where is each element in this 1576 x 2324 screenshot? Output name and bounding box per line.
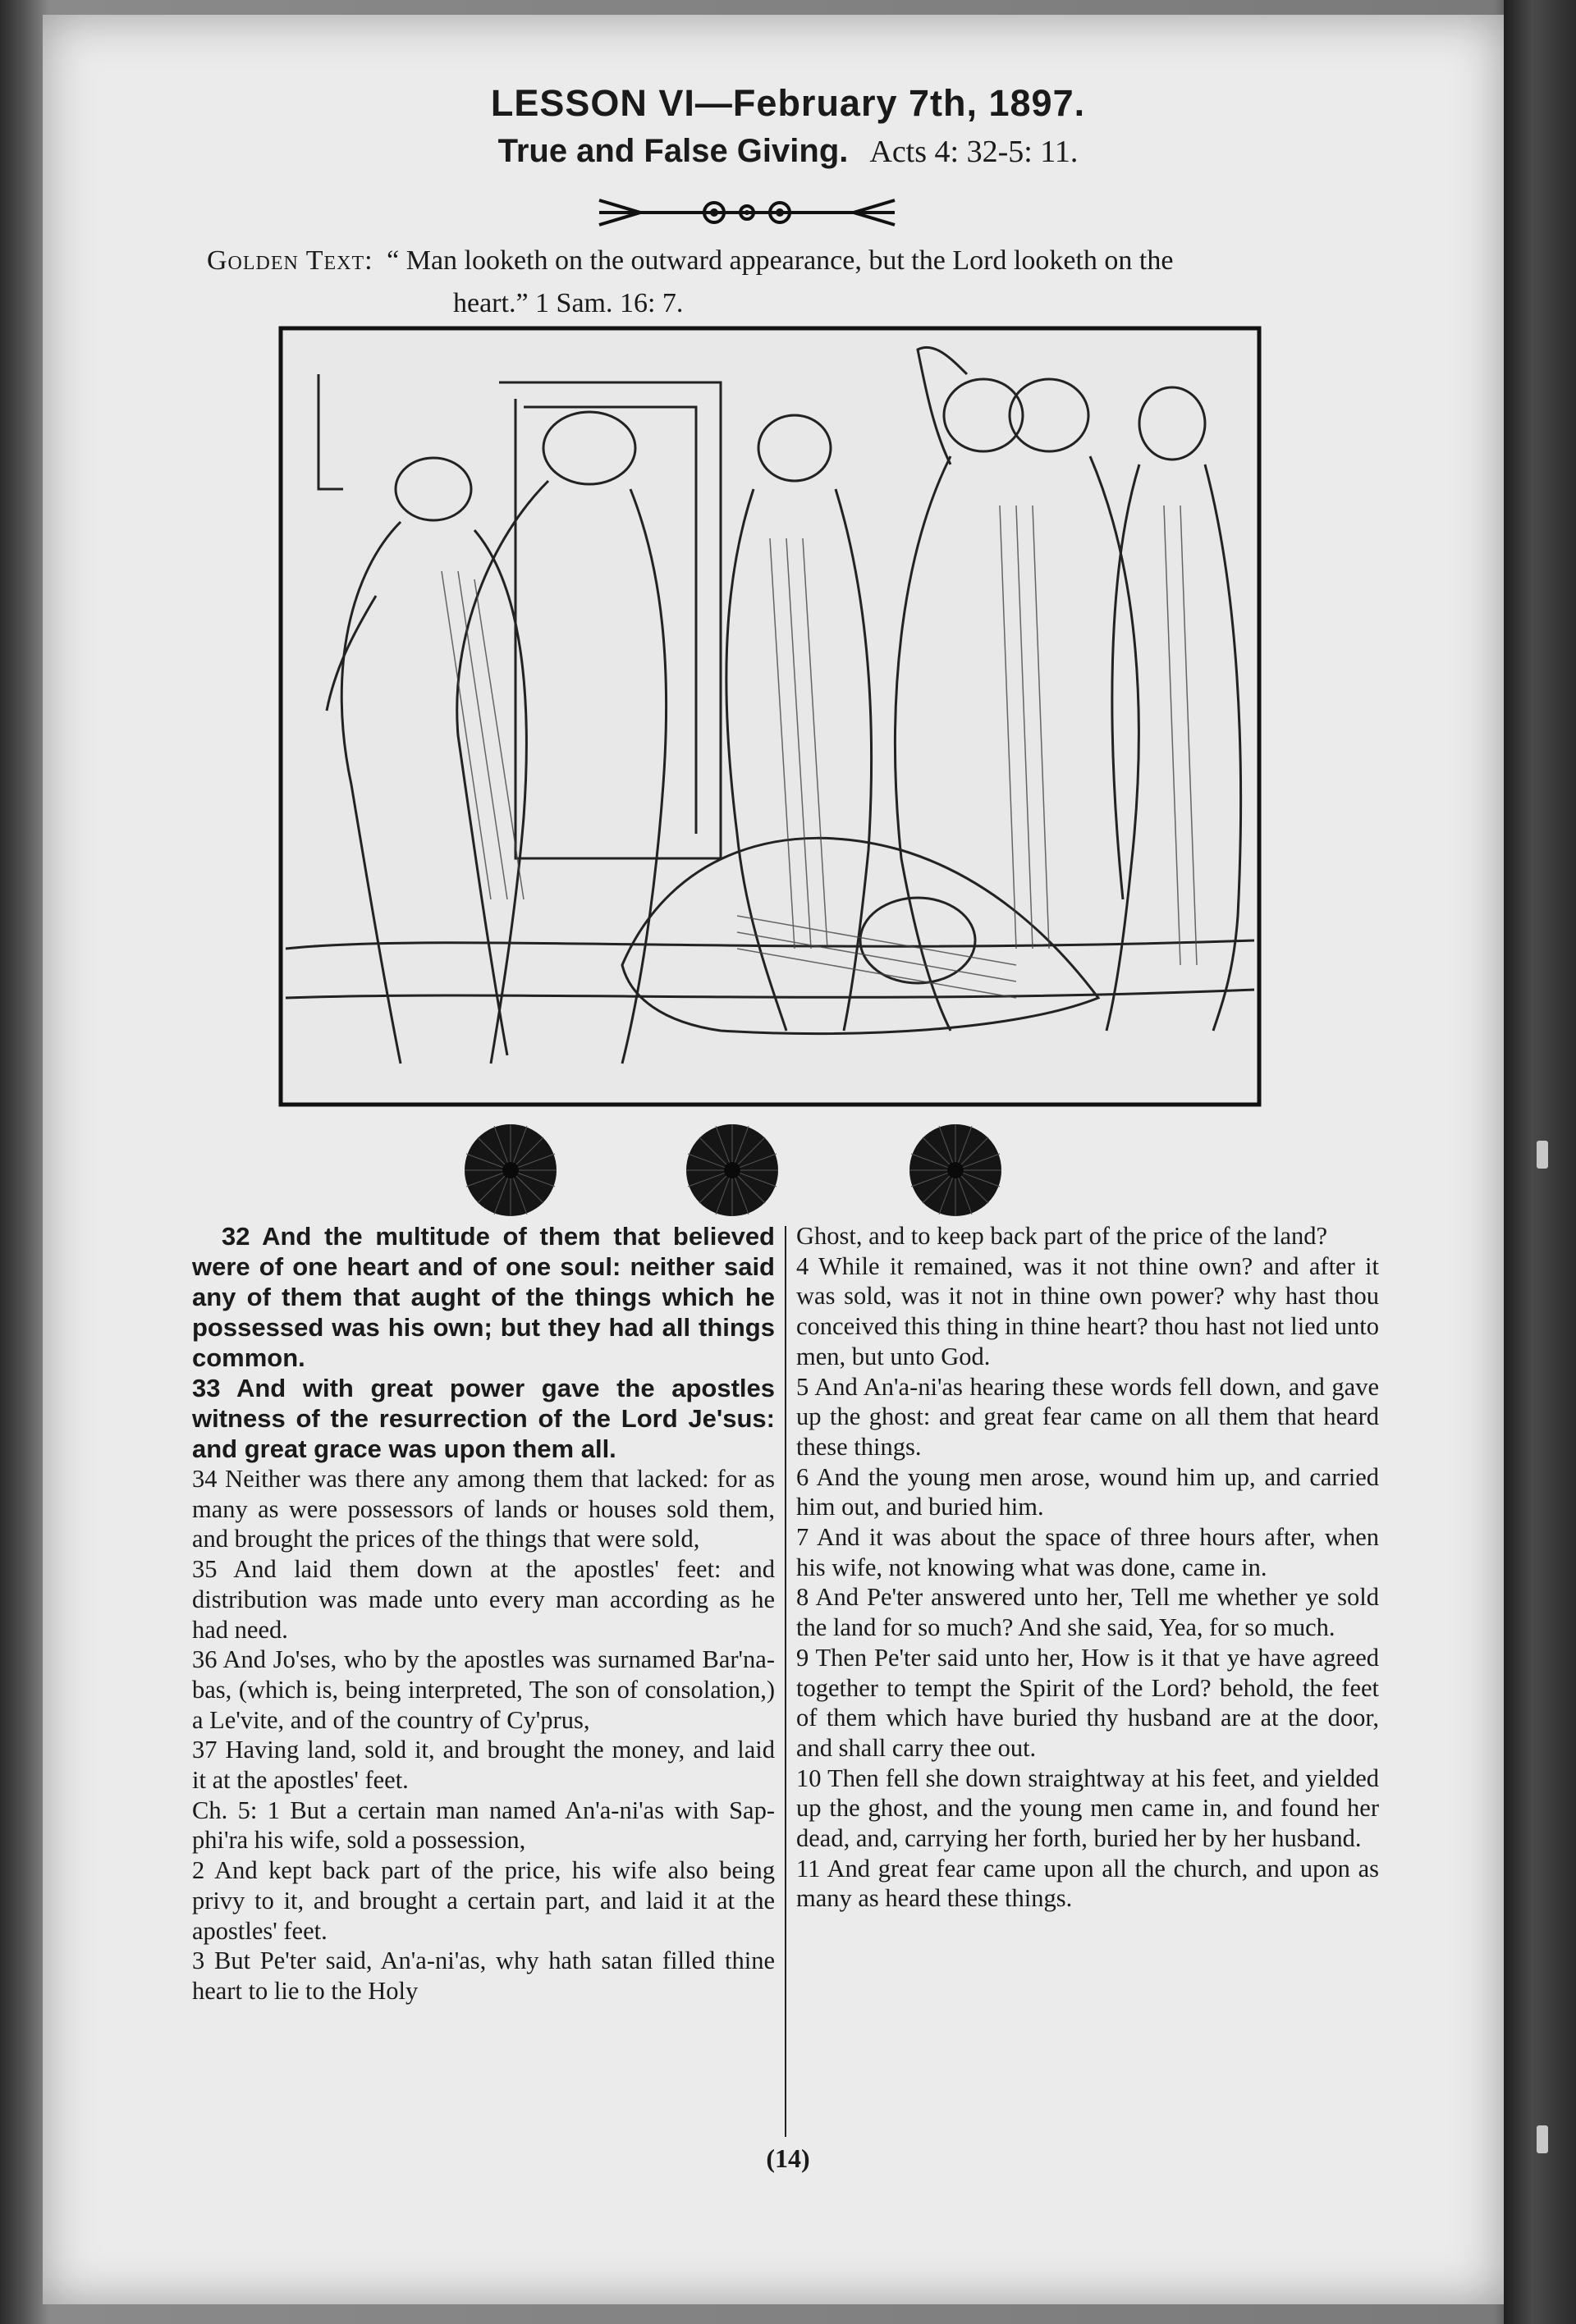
golden-text [207,240,1372,325]
verse-32: 32 And the multitude of them that believed were of one heart and of one soul: neither said any of them that aught of the things which he possessed was his own; but they had all things common. [192,1222,775,1372]
verse-3-continued: Ghost, and to keep back part of the price of the land? [796,1222,1328,1250]
verse-11: 11 And great fear came upon all the church, and upon as many as heard these things. [796,1854,1379,1913]
verse-4: 4 While it remained, was it not thine own? and after it was sold, was it not in thine own power? why hast thou conceived this thing in thine heart? thou hast not lied unto men, but unto God. [796,1251,1379,1370]
ornament-divider-icon [591,192,903,233]
scripture-columns [192,1221,1390,2140]
verse-6: 6 And the young men arose, wound him up, and carried him out, and buried him. [796,1462,1379,1521]
verse-ch5-3: 3 But Pe'ter said, An'a-ni'as, why hath satan filled thine heart to lie to the Holy [192,1947,775,2005]
golden-text-line1: “ Man looketh on the outward appearance, but the Lord looketh on the [387,245,1174,276]
golden-text-line2: heart.” 1 Sam. 16: 7. [453,288,684,318]
subtitle-text: True and False Giving. [497,133,849,169]
page-number: (14) [766,2143,810,2173]
verse-5: 5 And An'a-ni'as hearing these words fell down, and gave up the ghost: and great fear came on all them that heard these things. [796,1372,1379,1461]
verse-9: 9 Then Pe'ter said unto her, How is it that ye have agreed together to tempt the Spirit of the Lord? behold, the feet of them which have buried thy husband are at the door, and shall carry thee out. [796,1643,1379,1762]
scripture-reference: Acts 4: 32-5: 11. [869,135,1079,169]
verse-37: 37 Having land, sold it, and brought the money, and laid it at the apostles' feet. [192,1736,775,1795]
decorative-sunburst-icon [683,1121,781,1219]
verse-ch5-1: Ch. 5: 1 But a certain man named An'a-ni'as with Sap-phi'ra his wife, sold a possession, [192,1796,775,1855]
verse-ch5-2: 2 And kept back part of the price, his wife also being privy to it, and brought a certain part, and laid it at the apostles' feet. [192,1856,775,1945]
lesson-title: LESSON VI—February 7th, 1897. [490,82,1086,124]
verse-8: 8 And Pe'ter answered unto her, Tell me whether ye sold the land for so much? And she said, Yea, for so much. [796,1583,1379,1642]
verse-10: 10 Then fell she down straightway at his feet, and yielded up the ghost, and the young men came in, and found her dead, and, carrying her forth, buried her by her husband. [796,1764,1379,1853]
verse-35: 35 And laid them down at the apostles' feet: and distribution was made unto every man according as he had need. [192,1555,775,1644]
decorative-sunburst-icon [906,1121,1005,1219]
right-column [796,1221,1379,1914]
verse-34: 34 Neither was there any among them that lacked: for as many as were possessors of lands or houses sold them, and brought the prices of the things that were sold, [192,1465,775,1553]
verse-7: 7 And it was about the space of three hours after, when his wife, not knowing what was done, came in. [796,1523,1379,1581]
decorative-sunburst-icon [461,1121,560,1219]
left-column [192,1221,775,2006]
spine-tab [1537,1141,1548,1169]
golden-text-label: Golden Text: [207,245,373,276]
column-divider [785,1226,786,2137]
verse-36: 36 And Jo'ses, who by the apostles was surnamed Bar'na-bas, (which is, being interpreted, The son of consolation,) a Le'vite, and of the country of Cy'prus, [192,1645,775,1734]
engraving-illustration [277,325,1262,1108]
lesson-subtitle [0,133,1576,170]
verse-33: 33 And with great power gave the apostles witness of the resurrection of the Lord Je'sus: and great grace was upon them all. [192,1374,775,1463]
